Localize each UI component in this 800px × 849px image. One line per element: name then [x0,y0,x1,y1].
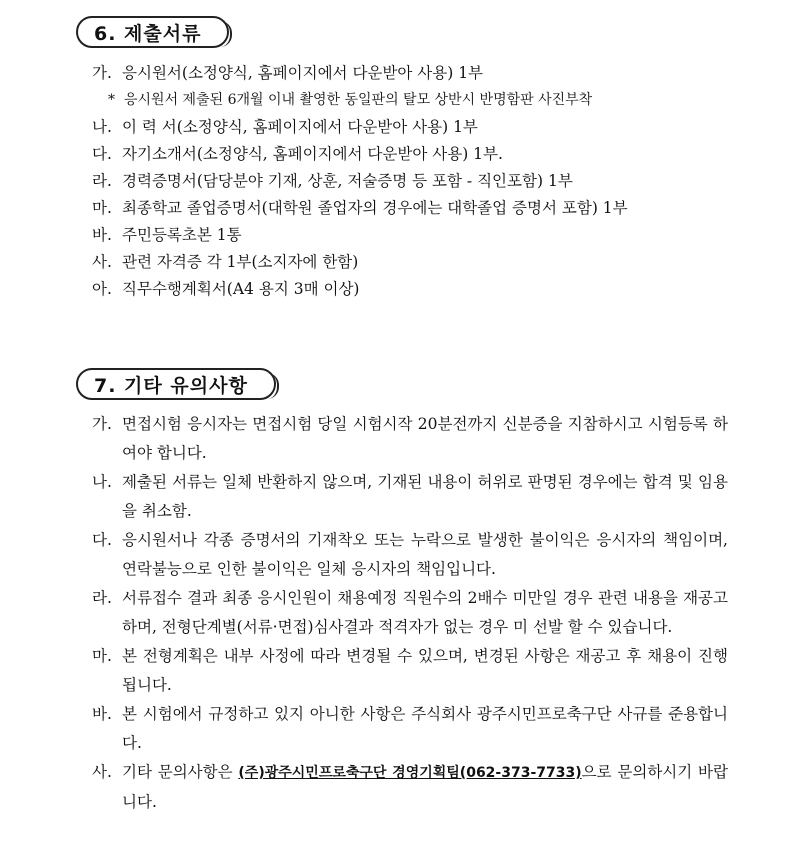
list-item [0,114,800,141]
item-text: 최종학교 졸업증명서(대학원 졸업자의 경우에는 대학졸업 증명서 포함) 1부 [122,199,628,217]
item-marker: 나. [92,473,112,491]
section-7-title [76,368,276,400]
item-marker: * [108,92,115,108]
section-7-title-text: 7. 기타 유의사항 [94,374,248,397]
list-item [0,141,800,168]
item-text: 응시원서나 각종 증명서의 기재착오 또는 누락으로 발생한 불이익은 응시자의 책임이며, 연락불능으로 인한 불이익은 일체 응시자의 책임입니다. [122,531,728,578]
item-text: 서류접수 결과 최종 응시인원이 채용예정 직원수의 2배수 미만일 경우 관련 내용을 재공고 하며, 전형단계별(서류·면접)심사결과 적격자가 없는 경우 미 선발 할 수 있습니다. [122,589,728,636]
item-marker: 라. [92,589,112,607]
item-text: 응시원서(소정양식, 홈페이지에서 다운받아 사용) 1부 [122,64,484,82]
list-item [0,526,800,584]
item-text: 이 력 서(소정양식, 홈페이지에서 다운받아 사용) 1부 [122,118,478,136]
item-text: 면접시험 응시자는 면접시험 당일 시험시작 20분전까지 신분증을 지참하시고 시험등록 하여야 합니다. [122,415,728,462]
item-text: 제출된 서류는 일체 반환하지 않으며, 기재된 내용이 허위로 판명된 경우에는 합격 및 임용을 취소함. [122,473,728,520]
item-marker: 라. [92,172,112,190]
item-text: 본 시험에서 규정하고 있지 아니한 사항은 주식회사 광주시민프로축구단 사규를 준용합니다. [122,705,728,752]
item-marker: 나. [92,118,112,136]
item-text: 자기소개서(소정양식, 홈페이지에서 다운받아 사용) 1부. [122,145,503,163]
list-item [0,249,800,276]
item-marker: 사. [92,253,112,271]
item-text: 주민등록초본 1통 [122,226,242,244]
section-6-title-text: 6. 제출서류 [94,22,202,45]
item-marker: 아. [92,280,112,298]
list-item [0,276,800,303]
item-marker: 다. [92,145,112,163]
item-text: 관련 자격증 각 1부(소지자에 한함) [122,253,359,271]
list-item [0,700,800,758]
item-marker: 가. [92,64,112,82]
item-marker: 다. [92,531,112,549]
item-marker: 마. [92,199,112,217]
item-text-suffix: 으로 문의하시기 바랍니다. [122,763,728,811]
item-marker: 가. [92,415,112,433]
section-6-title [76,16,229,48]
list-item [0,60,800,87]
list-item-contact [0,758,800,817]
item-marker: 바. [92,705,112,723]
list-item [0,642,800,700]
list-item [0,410,800,468]
item-marker: 사. [92,763,112,781]
item-text: 본 전형계획은 내부 사정에 따라 변경될 수 있으며, 변경된 사항은 재공고 후 채용이 진행됩니다. [122,647,728,694]
list-item [0,195,800,222]
list-item [0,168,800,195]
item-text: 응시원서 제출된 6개월 이내 촬영한 동일판의 탈모 상반시 반명함판 사진부착 [124,92,593,108]
contact-info: (주)광주시민프로축구단 경영기획팀(062-373-7733) [238,765,582,781]
list-item-note [0,87,800,114]
item-text-prefix: 기타 문의사항은 [122,763,239,781]
item-marker: 바. [92,226,112,244]
required-documents-list [0,60,800,303]
notes-list [0,410,800,817]
list-item [0,584,800,642]
item-text: 경력증명서(담당분야 기재, 상훈, 저술증명 등 포함 - 직인포함) 1부 [122,172,573,190]
list-item [0,222,800,249]
list-item [0,468,800,526]
item-marker: 마. [92,647,112,665]
item-text: 직무수행계획서(A4 용지 3매 이상) [122,280,360,298]
